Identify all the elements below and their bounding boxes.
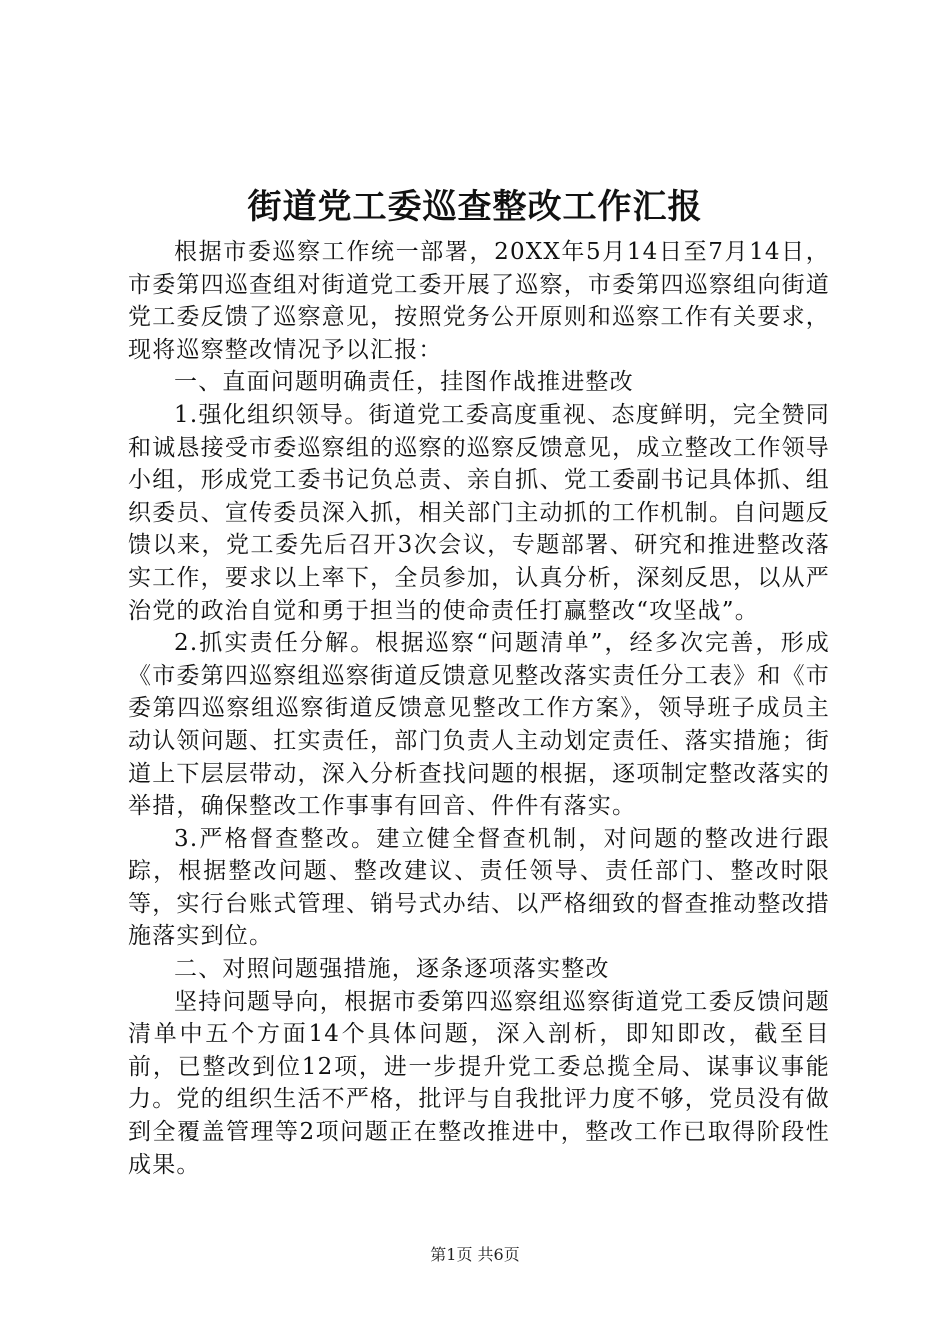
section-heading-1: 一、直面问题明确责任，挂图作战推进整改	[174, 369, 634, 396]
page-number-footer: 第1页 共6页	[430, 1245, 520, 1264]
section-2-paragraph: 坚持问题导向，根据市委第四巡察组巡察街道党工委反馈问题清单中五个方面14个具体问题，深入剖析，即知即改，截至目前，已整改到位12项，进一步提升党工委总揽全局、谋事议事能力。党的组织生活不严格，批评与自我批评力度不够，党员没有做到全覆盖管理等2项问题正在整改推进中，整改工作已取得阶段性成果。	[128, 988, 830, 1178]
document-body	[128, 236, 830, 1181]
section-heading-2: 二、对照问题强措施，逐条逐项落实整改	[174, 956, 610, 983]
item-paragraph-2: 2.抓实责任分解。根据巡察“问题清单”，经多次完善，形成《市委第四巡察组巡察街道反馈意见整改落实责任分工表》和《市委第四巡察组巡察街道反馈意见整改工作方案》，领导班子成员主动认领问题、扛实责任，部门负责人主动划定责任、落实措施；街道上下层层带动，深入分析查找问题的根据，逐项制定整改落实的举措，确保整改工作事事有回音、件件有落实。	[128, 630, 830, 820]
document-title: 街道党工委巡查整改工作汇报	[247, 187, 703, 227]
item-paragraph-1: 1.强化组织领导。街道党工委高度重视、态度鲜明，完全赞同和诚恳接受市委巡察组的巡察的巡察反馈意见，成立整改工作领导小组，形成党工委书记负总责、亲自抓、党工委副书记具体抓、组织委员、宣传委员深入抓，相关部门主动抓的工作机制。自问题反馈以来，党工委先后召开3次会议，专题部署、研究和推进整改落实工作，要求以上率下，全员参加，认真分析，深刻反思，以从严治党的政治自觉和勇于担当的使命责任打赢整改“攻坚战”。	[128, 401, 830, 624]
intro-paragraph: 根据市委巡察工作统一部署，20XX年5月14日至7月14日，市委第四巡查组对街道党工委开展了巡察，市委第四巡察组向街道党工委反馈了巡察意见，按照党务公开原则和巡察工作有关要求，现将巡察整改情况予以汇报：	[128, 239, 830, 363]
item-paragraph-3: 3.严格督查整改。建立健全督查机制，对问题的整改进行跟踪，根据整改问题、整改建议、责任领导、责任部门、整改时限等，实行台账式管理、销号式办结、以严格细致的督查推动整改措施落实到位。	[128, 825, 830, 950]
